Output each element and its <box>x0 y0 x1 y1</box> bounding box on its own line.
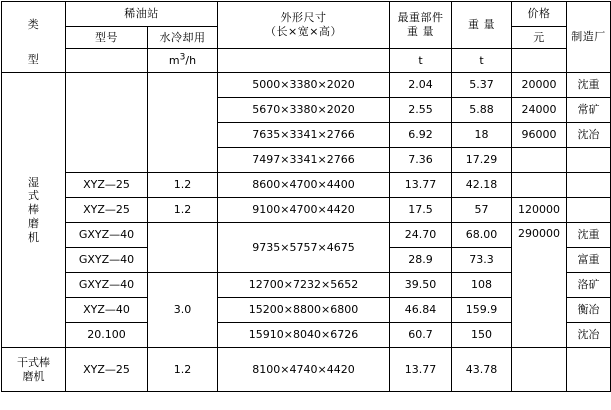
unit-water-cooling <box>148 49 218 73</box>
cell-price: 20000 <box>512 73 567 98</box>
unit-heaviest: t <box>390 49 452 73</box>
cell-heaviest: 17.5 <box>390 198 452 223</box>
group-label-line-3: 棒 <box>28 203 39 217</box>
cell-heaviest: 13.77 <box>390 173 452 198</box>
unit-weight: t <box>452 49 512 73</box>
header-price-unit: 元 <box>512 27 567 49</box>
cell-weight: 5.88 <box>452 98 512 123</box>
cell-maker: 沈重 <box>567 223 611 248</box>
cell-model: 20.100 <box>66 323 148 348</box>
unit-dim-empty <box>218 49 390 73</box>
cell-dimensions: 8600×4700×4400 <box>218 173 390 198</box>
header-heaviest-title: 最重部件 <box>397 11 444 25</box>
cell-water: 1.2 <box>148 348 218 392</box>
cell-weight: 159.9 <box>452 298 512 323</box>
cell-water: 1.2 <box>148 198 218 223</box>
header-model: 型号 <box>66 27 148 49</box>
cell-dimensions: 15910×8040×6726 <box>218 323 390 348</box>
cell-maker: 常矿 <box>567 98 611 123</box>
cell-price <box>512 173 567 198</box>
cell-dimensions: 9100×4700×4420 <box>218 198 390 223</box>
header-row-units <box>2 49 611 73</box>
cell-weight: 150 <box>452 323 512 348</box>
cell-maker <box>567 198 611 223</box>
cell-dimensions: 15200×8800×6800 <box>218 298 390 323</box>
cell-weight: 18 <box>452 123 512 148</box>
specification-table <box>1 1 611 392</box>
table-row <box>2 73 611 98</box>
cell-maker: 沈重 <box>567 73 611 98</box>
spec-table-document <box>0 1 611 410</box>
cell-weight: 17.29 <box>452 148 512 173</box>
cell-dimensions: 8100×4740×4420 <box>218 348 390 392</box>
unit-price-empty <box>512 49 567 73</box>
cell-price: 96000 <box>512 123 567 148</box>
header-price: 价格 <box>512 2 567 27</box>
cell-dimensions: 12700×7232×5652 <box>218 273 390 298</box>
cell-heaviest: 2.04 <box>390 73 452 98</box>
cell-model: XYZ—25 <box>66 348 148 392</box>
group-label-line-2: 磨机 <box>22 369 45 383</box>
cell-model: GXYZ—40 <box>66 248 148 273</box>
header-type-top: 类 <box>2 2 66 49</box>
cell-heaviest: 46.84 <box>390 298 452 323</box>
cell-price <box>512 148 567 173</box>
cell-heaviest: 2.55 <box>390 98 452 123</box>
unit-per-hour: /h <box>185 54 197 68</box>
group-label-dry-rod-mill <box>2 348 66 392</box>
header-water-cooling: 水冷却用 <box>148 27 218 49</box>
cell-dimensions: 9735×5757×4675 <box>218 223 390 273</box>
cell-price: 120000 <box>512 198 567 223</box>
cell-heaviest: 28.9 <box>390 248 452 273</box>
cell-price: 290000 <box>512 223 567 348</box>
cell-weight: 43.78 <box>452 348 512 392</box>
cell-maker: 洛矿 <box>567 273 611 298</box>
cell-weight: 73.3 <box>452 248 512 273</box>
cell-model: XYZ—40 <box>66 298 148 323</box>
cell-heaviest: 13.77 <box>390 348 452 392</box>
header-row-1 <box>2 2 611 27</box>
cell-maker <box>567 348 611 392</box>
cell-maker: 沈冶 <box>567 123 611 148</box>
cell-model: XYZ—25 <box>66 173 148 198</box>
group-label-line-1: 干式棒 <box>17 355 50 369</box>
header-dimensions-title: 外形尺寸 <box>280 11 327 25</box>
cell-dimensions: 5000×3380×2020 <box>218 73 390 98</box>
cell-water <box>148 73 218 173</box>
unit-water-m3 <box>169 54 196 67</box>
cell-weight: 5.37 <box>452 73 512 98</box>
table-row <box>2 198 611 223</box>
unit-model-empty <box>66 49 148 73</box>
cell-maker <box>567 148 611 173</box>
cell-price <box>512 348 567 392</box>
header-oil-station: 稀油站 <box>66 2 218 27</box>
header-heaviest-subtitle: 重 量 <box>407 25 434 38</box>
cell-price: 24000 <box>512 98 567 123</box>
cell-weight: 42.18 <box>452 173 512 198</box>
header-heaviest-part <box>390 2 452 49</box>
cell-water <box>148 223 218 273</box>
cell-heaviest: 60.7 <box>390 323 452 348</box>
group-label-line-4: 磨 <box>28 216 39 230</box>
group-label-wet-rod-mill <box>2 73 66 348</box>
table-row <box>2 223 611 248</box>
unit-m-exponent: 3 <box>179 52 186 63</box>
cell-maker: 沈冶 <box>567 323 611 348</box>
cell-water: 1.2 <box>148 173 218 198</box>
cell-maker: 衡冶 <box>567 298 611 323</box>
cell-heaviest: 7.36 <box>390 148 452 173</box>
group-label-line-1: 湿 <box>28 175 39 189</box>
cell-model: XYZ—25 <box>66 198 148 223</box>
cell-weight: 57 <box>452 198 512 223</box>
cell-model: GXYZ—40 <box>66 223 148 248</box>
header-manufacturer: 制造厂 <box>567 2 611 73</box>
table-row <box>2 348 611 392</box>
cell-dimensions: 7635×3341×2766 <box>218 123 390 148</box>
header-type-bottom: 型 <box>2 49 66 73</box>
header-dimensions <box>218 2 390 49</box>
cell-model: GXYZ—40 <box>66 273 148 298</box>
cell-heaviest: 24.70 <box>390 223 452 248</box>
cell-water: 3.0 <box>148 273 218 348</box>
cell-model <box>66 73 148 173</box>
cell-dimensions: 5670×3380×2020 <box>218 98 390 123</box>
header-weight: 重 量 <box>452 2 512 49</box>
cell-maker: 富重 <box>567 248 611 273</box>
group-label-line-2: 式 <box>28 189 39 203</box>
table-row <box>2 173 611 198</box>
cell-maker <box>567 173 611 198</box>
header-dimensions-subtitle: （长×宽×高） <box>265 25 342 38</box>
cell-weight: 68.00 <box>452 223 512 248</box>
cell-heaviest: 39.50 <box>390 273 452 298</box>
cell-dimensions: 7497×3341×2766 <box>218 148 390 173</box>
cell-weight: 108 <box>452 273 512 298</box>
cell-heaviest: 6.92 <box>390 123 452 148</box>
group-label-line-5: 机 <box>28 230 39 244</box>
unit-m-text: m <box>168 54 180 68</box>
